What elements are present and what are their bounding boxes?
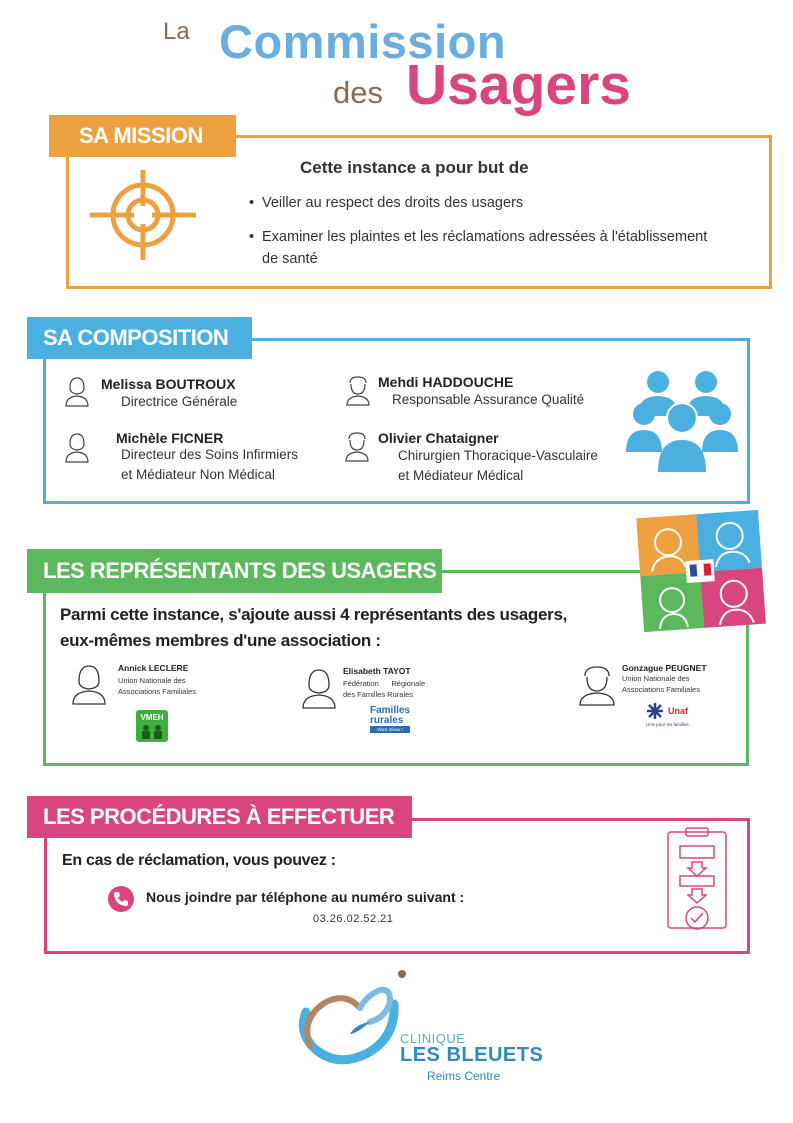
- member-name: Michèle FICNER: [116, 430, 224, 446]
- rep-org: Associations Familiales: [118, 687, 196, 696]
- representants-intro: [60, 602, 567, 654]
- member-name: Olivier Chataigner: [378, 430, 499, 446]
- procedures-section: [44, 818, 750, 954]
- rep-name: Elisabeth TAYOT: [343, 666, 411, 676]
- logo-name: LES BLEUETS: [400, 1044, 544, 1066]
- member-name: Mehdi HADDOUCHE: [378, 374, 514, 390]
- unaf-star-icon: [646, 702, 664, 720]
- vmeh-people-icon: [136, 722, 168, 740]
- man-avatar-icon: [343, 430, 371, 462]
- logo-city: Reims Centre: [427, 1069, 501, 1083]
- rep-name: Annick LECLERE: [118, 663, 189, 673]
- procedures-intro: En cas de réclamation, vous pouvez :: [62, 852, 336, 869]
- vmeh-logo-text: VMEH: [140, 713, 164, 722]
- procedures-phone-text: Nous joindre par téléphone au numéro suivant :: [146, 889, 465, 905]
- familles-logo-text-2: rurales: [370, 715, 404, 726]
- member-role: Directrice Générale: [121, 394, 238, 409]
- clinic-logo-icon: [296, 968, 408, 1076]
- rep-org: Union Nationale des: [622, 674, 690, 683]
- member-name: Melissa BOUTROUX: [101, 376, 236, 392]
- familles-logo-text-1: Familles: [370, 705, 411, 716]
- mission-intro: Cette instance a pour but de: [300, 158, 529, 177]
- member-role: Chirurgien Thoracique-Vasculaire: [398, 448, 598, 463]
- unaf-logo: [646, 702, 698, 730]
- man-avatar-icon: [344, 374, 372, 406]
- woman-avatar-icon: [64, 375, 90, 407]
- rep-org: des Familles Rurales: [343, 690, 414, 699]
- member-role: Responsable Assurance Qualité: [392, 392, 585, 407]
- mission-bullet-1: • Veiller au respect des droits des usagers: [262, 192, 523, 214]
- mission-label: SA MISSION: [49, 115, 236, 157]
- woman-avatar-icon: [64, 431, 90, 463]
- woman-avatar-icon: [300, 667, 338, 709]
- target-icon: [88, 168, 198, 263]
- logo-clinique: CLINIQUE: [400, 1031, 466, 1046]
- rep-name: Gonzague PEUGNET: [622, 663, 707, 673]
- rep-org: Fédération Régionale: [343, 679, 426, 688]
- man-avatar-icon: [577, 664, 617, 706]
- composition-label: SA COMPOSITION: [27, 317, 252, 359]
- woman-avatar-icon: [70, 663, 108, 705]
- title-commission: Commission: [219, 15, 507, 68]
- rep-org: Union Nationale des: [118, 676, 186, 685]
- member-role: et Médiateur Non Médical: [121, 467, 275, 482]
- familles-logo-text-3: Vivre mieux !: [370, 726, 410, 733]
- procedures-label: LES PROCÉDURES À EFFECTUER: [27, 796, 412, 838]
- member-role: et Médiateur Médical: [398, 468, 524, 483]
- title-usagers: Usagers: [406, 53, 631, 117]
- member-role: Directeur des Soins Infirmiers: [121, 447, 299, 462]
- title-des: des: [333, 75, 383, 110]
- mission-bullet-2-cont: de santé: [262, 251, 318, 267]
- rep-org: Associations Familiales: [622, 685, 700, 694]
- vmeh-logo: [136, 710, 168, 742]
- group-people-icon: [626, 368, 738, 472]
- mission-bullet-2: • Examiner les plaintes et les réclamations adressées à l'établissement: [262, 226, 707, 248]
- title-la: La: [163, 18, 190, 45]
- representants-intro-line2: eux-mêmes membres d'une association :: [60, 631, 381, 650]
- unaf-logo-subtext: Unis pour les familles: [646, 722, 689, 727]
- representants-label: LES REPRÉSENTANTS DES USAGERS: [27, 549, 442, 593]
- checklist-icon: [666, 826, 728, 936]
- familles-rurales-logo: [370, 706, 410, 736]
- representants-intro-line1: Parmi cette instance, s'ajoute aussi 4 représentants des usagers,: [60, 605, 568, 624]
- phone-icon: [108, 886, 134, 912]
- procedures-phone-number[interactable]: 03.26.02.52.21: [313, 913, 394, 925]
- families-puzzle-icon: [634, 508, 768, 632]
- unaf-logo-text: Unaf: [668, 706, 688, 716]
